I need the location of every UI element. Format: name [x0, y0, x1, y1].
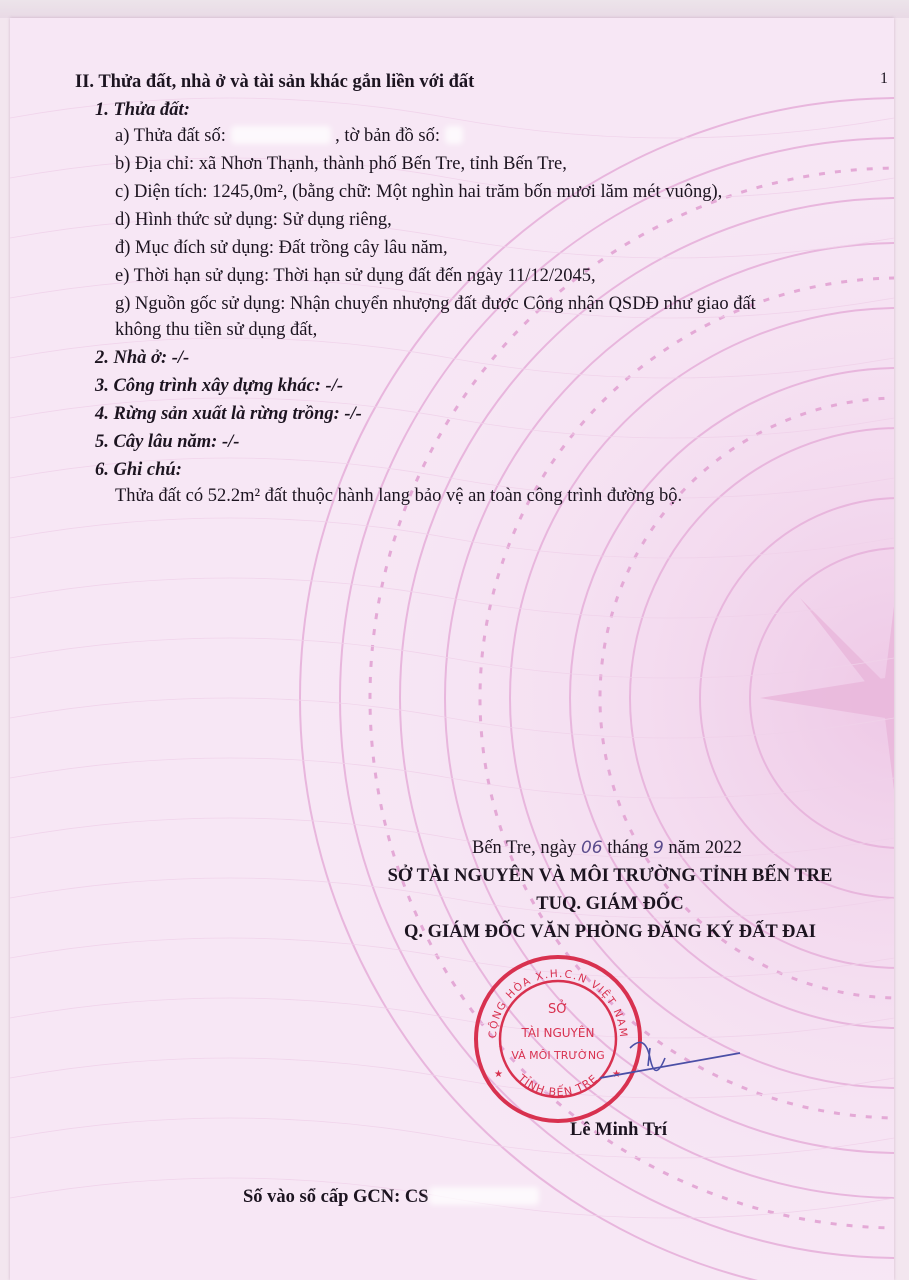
- date-month-label: tháng: [607, 838, 649, 858]
- origin-line-1: g) Nguồn gốc sử dụng: Nhận chuyển nhượng đất được Công nhận QSDĐ như giao đất: [115, 294, 756, 314]
- redacted-parcel-number: [231, 126, 331, 144]
- item-3-construction: 3. Công trình xây dựng khác: -/-: [95, 376, 344, 396]
- date-line: [472, 836, 742, 860]
- svg-text:TỈNH BẾN TRE: TỈNH BẾN TRE: [515, 1071, 601, 1100]
- svg-text:CỘNG HÒA X.H.C.N VIỆT NAM: CỘNG HÒA X.H.C.N VIỆT NAM: [486, 967, 630, 1039]
- svg-text:VÀ MÔI TRƯỜNG: VÀ MÔI TRƯỜNG: [511, 1049, 605, 1062]
- redacted-map-number: [445, 126, 463, 144]
- section-title: II. Thửa đất, nhà ở và tài sản khác gắn liền với đất: [75, 72, 475, 92]
- redacted-registry-number: [429, 1187, 539, 1205]
- usage-term-line: e) Thời hạn sử dụng: Thời hạn sử dụng đất đến ngày 11/12/2045,: [115, 266, 596, 286]
- top-strip: [0, 0, 909, 18]
- svg-text:★: ★: [612, 1069, 621, 1080]
- parcel-number-label: a) Thửa đất số:: [115, 126, 231, 146]
- item-6-notes-heading: 6. Ghi chú:: [95, 460, 182, 480]
- svg-text:★: ★: [494, 1069, 503, 1080]
- registry-number-line: [243, 1185, 539, 1209]
- svg-text:TÀI NGUYÊN: TÀI NGUYÊN: [521, 1026, 595, 1040]
- notes-text: Thửa đất có 52.2m² đất thuộc hành lang bảo vệ an toàn công trình đường bộ.: [115, 486, 683, 506]
- date-month: 9: [652, 838, 664, 858]
- item-2-house: 2. Nhà ở: -/-: [95, 348, 190, 368]
- certificate-page: [10, 18, 894, 1280]
- parcel-number-line: [115, 124, 463, 148]
- item-5-perennial: 5. Cây lâu năm: -/-: [95, 432, 240, 452]
- registry-label: Số vào sổ cấp GCN: CS: [243, 1187, 429, 1207]
- date-place: Bến Tre, ngày: [472, 838, 577, 858]
- signer-name: Lê Minh Trí: [570, 1120, 667, 1140]
- date-year: 2022: [704, 838, 742, 858]
- authority-role-1: TUQ. GIÁM ĐỐC: [536, 894, 684, 914]
- usage-form-line: d) Hình thức sử dụng: Sử dụng riêng,: [115, 210, 392, 230]
- authority-role-2: Q. GIÁM ĐỐC VĂN PHÒNG ĐĂNG KÝ ĐẤT ĐAI: [404, 922, 816, 942]
- margin-mark: 1: [880, 70, 888, 87]
- map-sheet-label: , tờ bản đồ số:: [330, 126, 445, 146]
- svg-text:SỞ: SỞ: [547, 1002, 569, 1017]
- address-line: b) Địa chỉ: xã Nhơn Thạnh, thành phố Bến Tre, tỉnh Bến Tre,: [115, 154, 567, 174]
- item-4-forest: 4. Rừng sản xuất là rừng trồng: -/-: [95, 404, 362, 424]
- origin-line-2: không thu tiền sử dụng đất,: [115, 320, 318, 340]
- date-day: 06: [580, 838, 603, 858]
- date-year-label: năm: [668, 838, 701, 858]
- authority-name: SỞ TÀI NGUYÊN VÀ MÔI TRƯỜNG TỈNH BẾN TRE: [387, 866, 833, 886]
- item-1-heading: 1. Thửa đất:: [95, 100, 190, 120]
- usage-purpose-line: đ) Mục đích sử dụng: Đất trồng cây lâu năm,: [115, 238, 448, 258]
- signature-icon: [590, 1028, 750, 1098]
- area-line: c) Diện tích: 1245,0m², (bằng chữ: Một nghìn hai trăm bốn mươi lăm mét vuông),: [115, 182, 723, 202]
